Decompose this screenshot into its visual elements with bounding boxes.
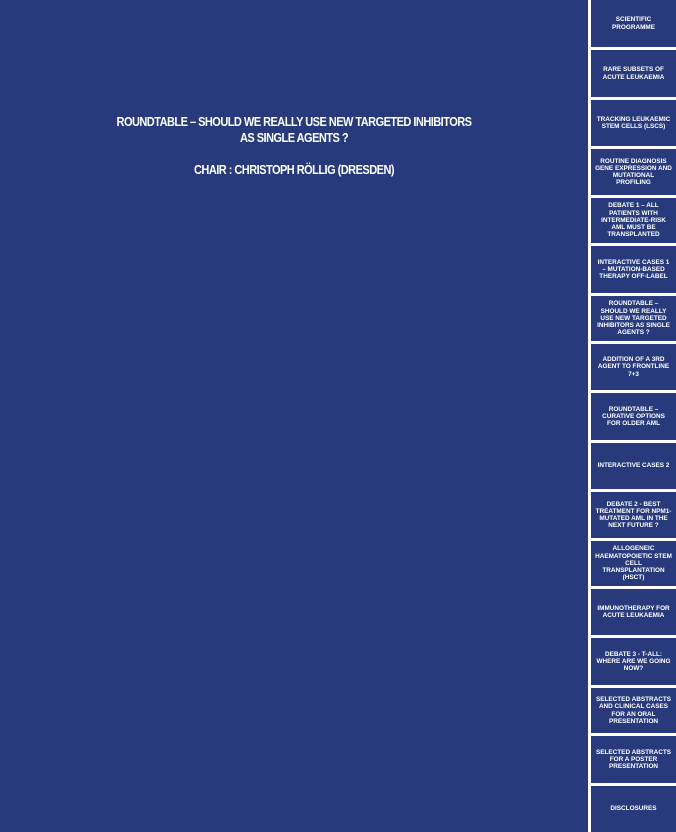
- sidebar-item-tracking-lscs[interactable]: TRACKING LEUKAEMIC STEM CELLS (LSCS): [591, 100, 676, 146]
- sidebar-item-roundtable-older-aml[interactable]: ROUNDTABLE – CURATIVE OPTIONS FOR OLDER AML: [591, 393, 676, 440]
- sidebar-item-interactive-cases-2[interactable]: INTERACTIVE CASES 2: [591, 443, 676, 489]
- sidebar-item-roundtable-targeted-inhibitors[interactable]: ROUNDTABLE – SHOULD WE REALLY USE NEW TARGETED INHIBITORS AS SINGLE AGENTS ?: [591, 296, 676, 341]
- session-title-line1: ROUNDTABLE – SHOULD WE REALLY USE NEW TARGETED INHIBITORS: [116, 115, 472, 129]
- sidebar-item-poster-abstracts[interactable]: SELECTED ABSTRACTS FOR A POSTER PRESENTATION: [591, 736, 676, 783]
- sidebar-nav: [591, 0, 676, 832]
- sidebar-item-disclosures[interactable]: DISCLOSURES: [591, 786, 676, 832]
- session-chair: CHAIR : CHRISTOPH RÖLLIG (DRESDEN): [193, 163, 395, 177]
- sidebar-item-third-agent[interactable]: ADDITION OF A 3RD AGENT TO FRONTLINE 7+3: [591, 344, 676, 390]
- sidebar-item-scientific-programme[interactable]: SCIENTIFIC PROGRAMME: [591, 0, 676, 47]
- sidebar-item-oral-abstracts[interactable]: SELECTED ABSTRACTS AND CLINICAL CASES FOR AN ORAL PRESENTATION: [591, 688, 676, 733]
- sidebar-item-debate-3[interactable]: DEBATE 3 - T-ALL: WHERE ARE WE GOING NOW?: [591, 638, 676, 685]
- sidebar-item-rare-subsets[interactable]: RARE SUBSETS OF ACUTE LEUKAEMIA: [591, 50, 676, 97]
- sidebar-item-debate-1[interactable]: DEBATE 1 – ALL PATIENTS WITH INTERMEDIATE-RISK AML MUST BE TRANSPLANTED: [591, 198, 676, 243]
- sidebar-item-interactive-cases-1[interactable]: INTERACTIVE CASES 1 – MUTATION-BASED THERAPY OFF-LABEL: [591, 246, 676, 293]
- sidebar-item-debate-2[interactable]: DEBATE 2 - BEST TREATMENT FOR NPM1-MUTATED AML IN THE NEXT FUTURE ?: [591, 492, 676, 538]
- sidebar-item-immunotherapy[interactable]: IMMUNOTHERAPY FOR ACUTE LEUKAEMIA: [591, 589, 676, 635]
- session-header: [0, 114, 588, 178]
- session-title-line2: AS SINGLE AGENTS ?: [239, 131, 349, 145]
- sidebar-item-allogeneic-hsct[interactable]: ALLOGENEIC HAEMATOPOIETIC STEM CELL TRANSPLANTATION (HSCT): [591, 541, 676, 586]
- sidebar-item-routine-diagnosis[interactable]: ROUTINE DIAGNOSIS GENE EXPRESSION AND MUTATIONAL PROFILING: [591, 149, 676, 195]
